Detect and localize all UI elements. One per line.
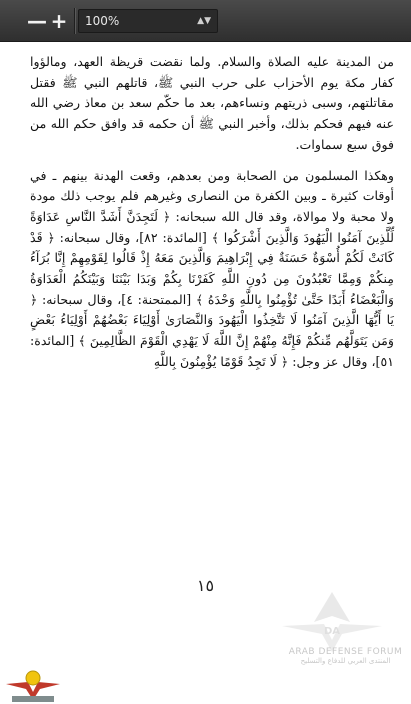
page-body-text: [30, 52, 394, 373]
zoom-in-button[interactable]: +: [50, 9, 68, 33]
paragraph-2: وهكذا المسلمون من الصحابة ومن بعدهم، وقعت الهدنة بينهم ـ في أوقات كثيرة ـ وبين الكفرة من النصارى وغيرهم فلم يوجب ذلك مودة ولا محبة ولا موالاة، وقد قال الله سبحانه: ﴿ لَتَجِدَنَّ أَشَدَّ النَّاسِ عَدَاوَةً لِّلَّذِينَ آمَنُوا الْيَهُودَ وَالَّذِينَ أَشْرَكُوا ﴾ [المائدة: ٨٢]، وقال سبحانه: ﴿ قَدْ كَانَتْ لَكُمْ أُسْوَةٌ حَسَنَةٌ فِي إِبْرَاهِيمَ وَالَّذِينَ مَعَهُ إِذْ قَالُوا لِقَوْمِهِمْ إِنَّا بُرَآءُ مِنكُمْ وَمِمَّا تَعْبُدُونَ مِن دُونِ اللَّهِ كَفَرْنَا بِكُمْ وَبَدَا بَيْنَنَا وَبَيْنَكُمُ الْعَدَاوَةُ وَالْبَغْضَاءُ أَبَدًا حَتَّىٰ تُؤْمِنُوا بِاللَّهِ وَحْدَهُ ﴾ [الممتحنة: ٤]، وقال سبحانه: ﴿ يَا أَيُّهَا الَّذِينَ آمَنُوا لَا تَتَّخِذُوا الْيَهُودَ وَالنَّصَارَىٰ أَوْلِيَاءَ بَعْضُهُمْ أَوْلِيَاءُ بَعْضٍ وَمَن يَتَوَلَّهُم مِّنكُمْ فَإِنَّهُ مِنْهُمْ إِنَّ اللَّهَ لَا يَهْدِي الْقَوْمَ الظَّالِمِينَ ﴾ [المائدة: ٥١]، وقال عز وجل: ﴿ لَا تَجِدُ قَوْمًا يُؤْمِنُونَ بِاللَّهِ: [30, 167, 394, 369]
chevron-updown-icon: ▲▼: [197, 16, 211, 26]
document-page: [0, 42, 411, 665]
pdf-toolbar: [0, 0, 411, 42]
paragraph-1: من المدينة عليه الصلاة والسلام. ولما نقضت قريظة العهد، ومالؤوا كفار مكة يوم الأحزاب على حرب النبي ﷺ، قاتلهم النبي ﷺ فقتل مقاتلتهم، وسبى ذريتهم ونساءهم، بعد ما حكّم سعد بن معاذ رضي الله عنه فيهم فحكم بذلك، وأخبر النبي ﷺ أن حكمه قد وافق حكم الله من فوق سبع سماوات.: [30, 54, 394, 152]
watermark-initials: DA: [323, 626, 341, 637]
paragraph-gap: [30, 156, 394, 166]
toolbar-divider: [74, 8, 75, 34]
zoom-level-select[interactable]: [78, 9, 218, 33]
watermark-forum-name: ARAB DEFENSE FORUM: [288, 647, 403, 657]
zoom-out-button[interactable]: —: [27, 9, 47, 33]
zoom-level-value: 100%: [85, 14, 120, 28]
forum-logo-icon: [2, 662, 64, 704]
watermark-forum-subtitle: المنتدى العربي للدفاع والتسليح: [300, 657, 391, 665]
watermark-caption: [280, 647, 411, 665]
page-number: ١٥: [196, 576, 215, 595]
